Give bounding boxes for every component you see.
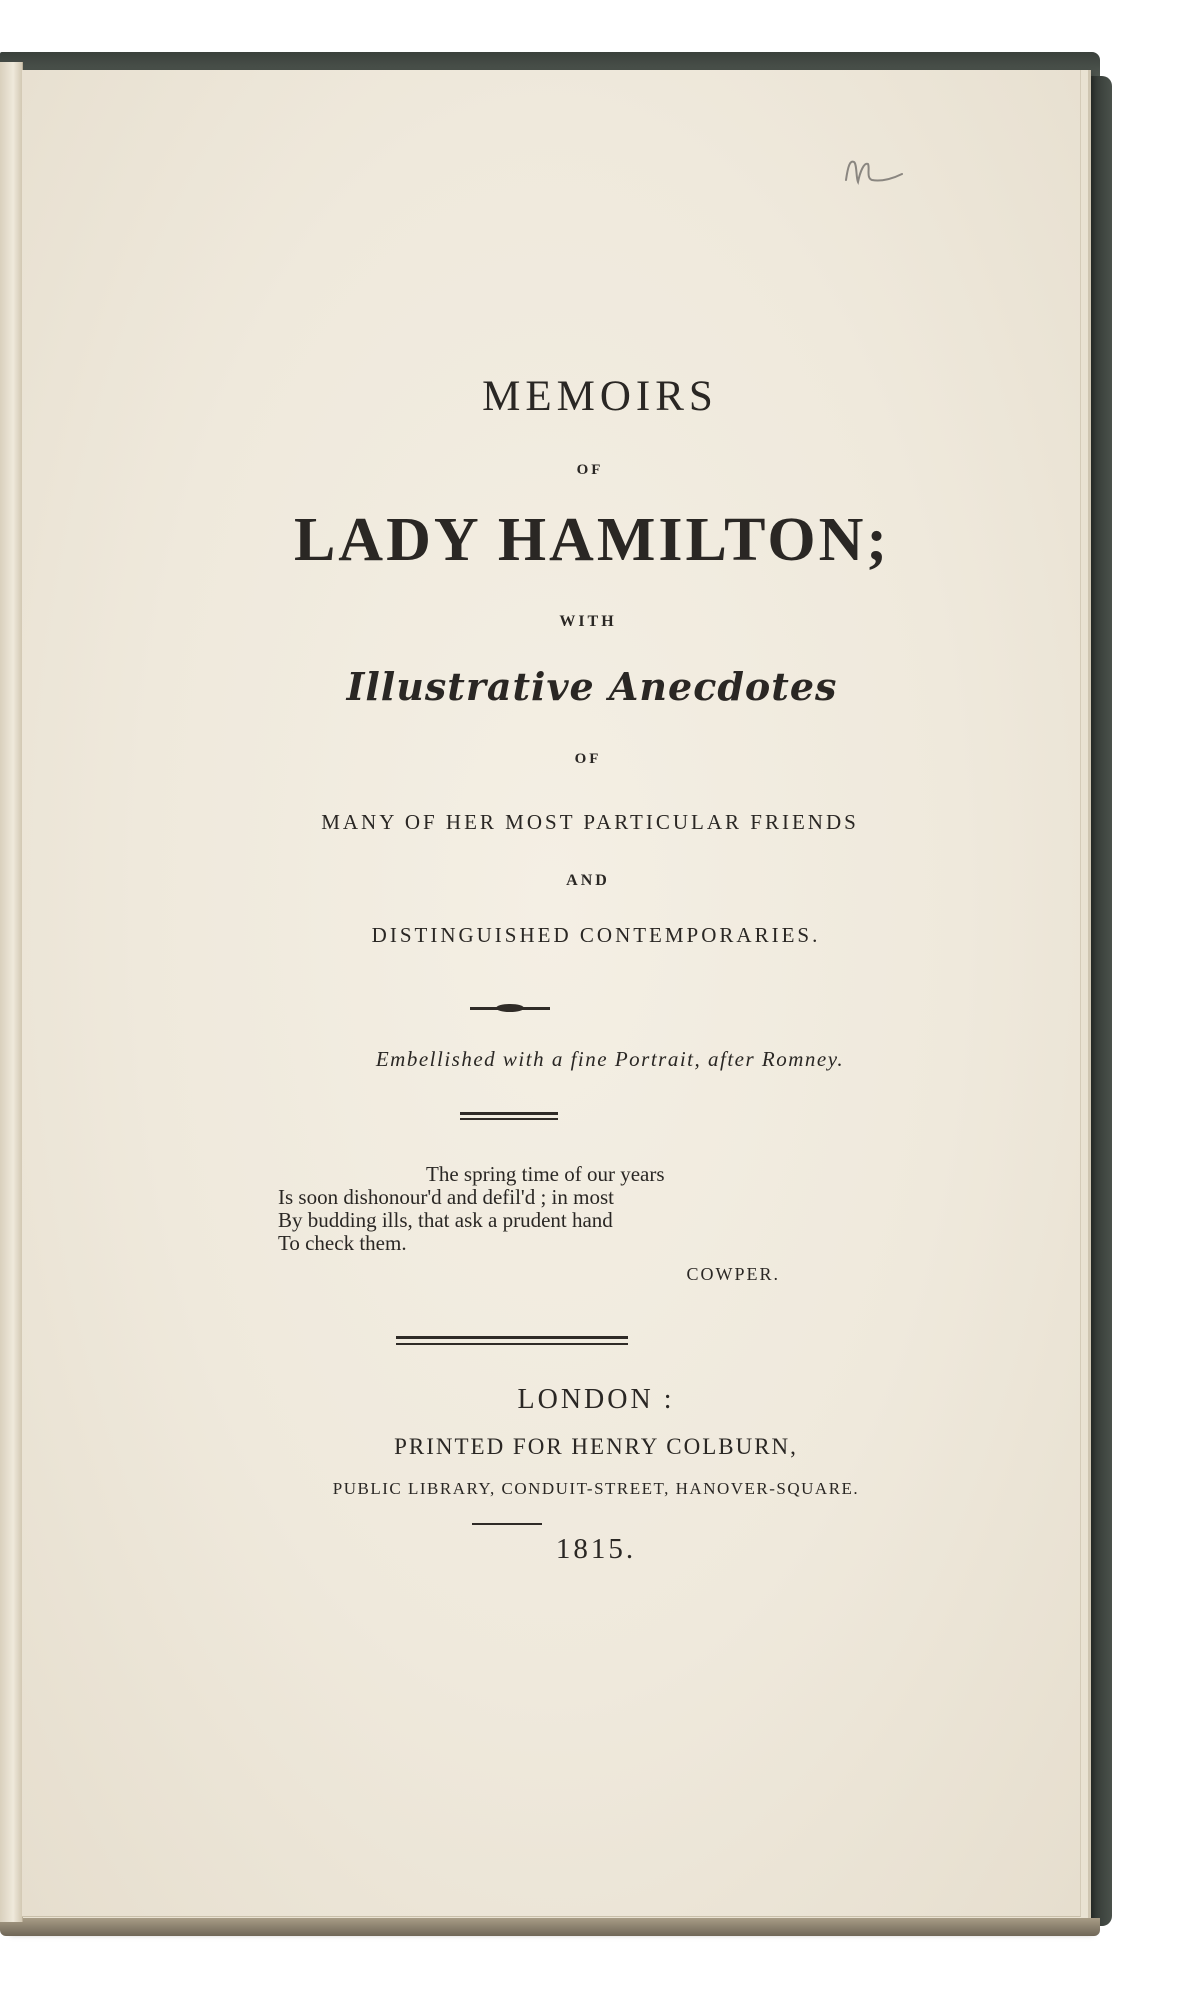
pencil-annotation-icon: [842, 152, 922, 192]
epigraph-line: To check them.: [278, 1231, 407, 1255]
imprint-address: PUBLIC LIBRARY, CONDUIT-STREET, HANOVER-SQUARE.: [332, 1479, 860, 1498]
title-page: [22, 70, 1081, 1917]
double-rule: [396, 1336, 628, 1345]
title-connector-with: WITH: [559, 613, 617, 630]
subtitle-contemporaries-line: DISTINGUISHED CONTEMPORARIES.: [371, 923, 821, 947]
epigraph-line: The spring time of our years: [426, 1162, 665, 1186]
book-subtitle: Illustrative Anecdotes: [346, 664, 838, 709]
subtitle-connector-and: AND: [566, 872, 610, 889]
imprint-printer: PRINTED FOR HENRY COLBURN,: [394, 1434, 798, 1459]
page-stack-bottom: [0, 1918, 1100, 1936]
short-rule: [472, 1523, 542, 1525]
book-subject: LADY HAMILTON;: [293, 506, 891, 574]
embellishment-note: Embellished with a fine Portrait, after Romney.: [375, 1047, 845, 1071]
epigraph-attribution: COWPER.: [686, 1264, 780, 1284]
epigraph: [278, 1163, 798, 1255]
double-rule: [460, 1112, 558, 1120]
subtitle-connector-of: OF: [574, 751, 602, 767]
epigraph-line: By budding ills, that ask a prudent hand: [278, 1208, 613, 1232]
ornamental-rule: [470, 1007, 550, 1010]
facing-page-edge: [0, 62, 23, 1922]
subtitle-friends-line: MANY OF HER MOST PARTICULAR FRIENDS: [321, 810, 859, 834]
title-connector-of: OF: [576, 462, 604, 478]
imprint-city: LONDON :: [517, 1384, 675, 1415]
imprint-year: 1815.: [555, 1533, 637, 1565]
epigraph-line: Is soon dishonour'd and defil'd ; in most: [278, 1185, 614, 1209]
book-title: MEMOIRS: [482, 373, 718, 420]
